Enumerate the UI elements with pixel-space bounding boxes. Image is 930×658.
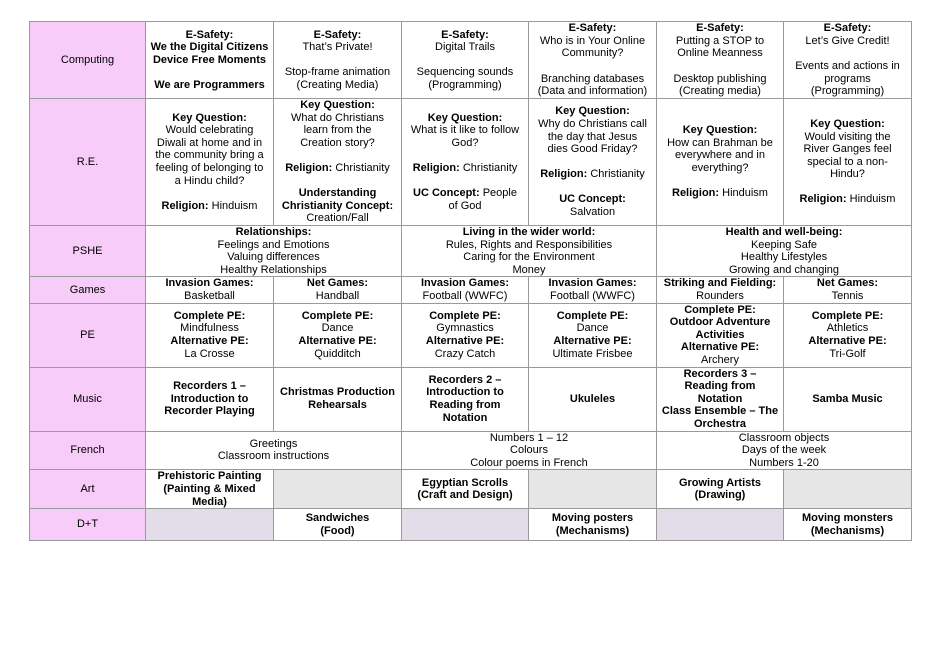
dt-cell-1: Sandwiches (Food) (274, 509, 402, 541)
subject-label-music: Music (30, 367, 146, 431)
re-cell-5: Key Question: How can Brahman be everywhere and in everything? Religion: Hinduism (657, 99, 784, 226)
subject-label-games: Games (30, 277, 146, 303)
subject-label-pshe: PSHE (30, 226, 146, 277)
pe-cell-5: Complete PE: Outdoor Adventure Activities Alternative PE: Archery (657, 303, 784, 367)
games-cell-4: Invasion Games: Football (WWFC) (529, 277, 657, 303)
subject-label-dt: D+T (30, 509, 146, 541)
re-cell-3: Key Question: What is it like to follow God? Religion: Christianity UC Concept: People of God (402, 99, 529, 226)
pshe-cell-1: Relationships: Feelings and Emotions Valuing differences Healthy Relationships (146, 226, 402, 277)
subject-label-french: French (30, 431, 146, 470)
music-cell-2: Christmas Production Rehearsals (274, 367, 402, 431)
dt-empty-cell (402, 509, 529, 541)
computing-cell-6: E-Safety: Let’s Give Credit! Events and actions in programs (Programming) (784, 22, 912, 99)
dt-cell-3: Moving monsters (Mechanisms) (784, 509, 912, 541)
pe-cell-2: Complete PE: Dance Alternative PE: Quidditch (274, 303, 402, 367)
pshe-cell-3: Health and well-being: Keeping Safe Healthy Lifestyles Growing and changing (657, 226, 912, 277)
computing-cell-5: E-Safety: Putting a STOP to Online Meanness Desktop publishing (Creating media) (657, 22, 784, 99)
music-cell-1: Recorders 1 – Introduction to Recorder Playing (146, 367, 274, 431)
pe-cell-1: Complete PE: Mindfulness Alternative PE: La Crosse (146, 303, 274, 367)
dt-empty-cell (146, 509, 274, 541)
art-empty-cell (784, 470, 912, 509)
music-cell-4: Ukuleles (529, 367, 657, 431)
games-cell-1: Invasion Games: Basketball (146, 277, 274, 303)
re-cell-1: Key Question: Would celebrating Diwali at home and in the community bring a feeling of belonging to a Hindu child? Religion: Hinduism (146, 99, 274, 226)
re-cell-4: Key Question: Why do Christians call the day that Jesus dies Good Friday? Religion: Christianity UC Concept: Salvation (529, 99, 657, 226)
french-cell-2: Numbers 1 – 12 Colours Colour poems in French (402, 431, 657, 470)
music-cell-6: Samba Music (784, 367, 912, 431)
french-cell-1: Greetings Classroom instructions (146, 431, 402, 470)
art-cell-3: Growing Artists (Drawing) (657, 470, 784, 509)
pe-cell-4: Complete PE: Dance Alternative PE: Ultimate Frisbee (529, 303, 657, 367)
pe-cell-3: Complete PE: Gymnastics Alternative PE: Crazy Catch (402, 303, 529, 367)
computing-cell-2: E-Safety: That’s Private! Stop-frame animation (Creating Media) (274, 22, 402, 99)
re-cell-2: Key Question: What do Christians learn from the Creation story? Religion: Christianity Understanding Christianity Concept: Creation/Fall (274, 99, 402, 226)
art-empty-cell (529, 470, 657, 509)
french-cell-3: Classroom objects Days of the week Numbers 1-20 (657, 431, 912, 470)
art-cell-2: Egyptian Scrolls (Craft and Design) (402, 470, 529, 509)
re-cell-6: Key Question: Would visiting the River Ganges feel special to a non- Hindu? Religion: Hinduism (784, 99, 912, 226)
row-pe (30, 303, 912, 367)
row-pshe (30, 226, 912, 277)
subject-label-pe: PE (30, 303, 146, 367)
art-empty-cell (274, 470, 402, 509)
row-art (30, 470, 912, 509)
computing-cell-1: E-Safety: We the Digital Citizens Device Free Moments We are Programmers (146, 22, 274, 99)
pe-cell-6: Complete PE: Athletics Alternative PE: Tri-Golf (784, 303, 912, 367)
row-re (30, 99, 912, 226)
subject-label-art: Art (30, 470, 146, 509)
games-cell-6: Net Games: Tennis (784, 277, 912, 303)
music-cell-5: Recorders 3 – Reading from Notation Class Ensemble – The Orchestra (657, 367, 784, 431)
computing-cell-4: E-Safety: Who is in Your Online Community? Branching databases (Data and information) (529, 22, 657, 99)
games-cell-2: Net Games: Handball (274, 277, 402, 303)
curriculum-table (29, 21, 912, 541)
music-cell-3: Recorders 2 – Introduction to Reading from Notation (402, 367, 529, 431)
subject-label-computing: Computing (30, 22, 146, 99)
row-music (30, 367, 912, 431)
pshe-cell-2: Living in the wider world: Rules, Rights and Responsibilities Caring for the Environment Money (402, 226, 657, 277)
row-computing (30, 22, 912, 99)
computing-cell-3: E-Safety: Digital Trails Sequencing sounds (Programming) (402, 22, 529, 99)
row-dt (30, 509, 912, 541)
subject-label-re: R.E. (30, 99, 146, 226)
row-french (30, 431, 912, 470)
dt-empty-cell (657, 509, 784, 541)
dt-cell-2: Moving posters (Mechanisms) (529, 509, 657, 541)
games-cell-3: Invasion Games: Football (WWFC) (402, 277, 529, 303)
art-cell-1: Prehistoric Painting (Painting & Mixed Media) (146, 470, 274, 509)
games-cell-5: Striking and Fielding: Rounders (657, 277, 784, 303)
row-games (30, 277, 912, 303)
